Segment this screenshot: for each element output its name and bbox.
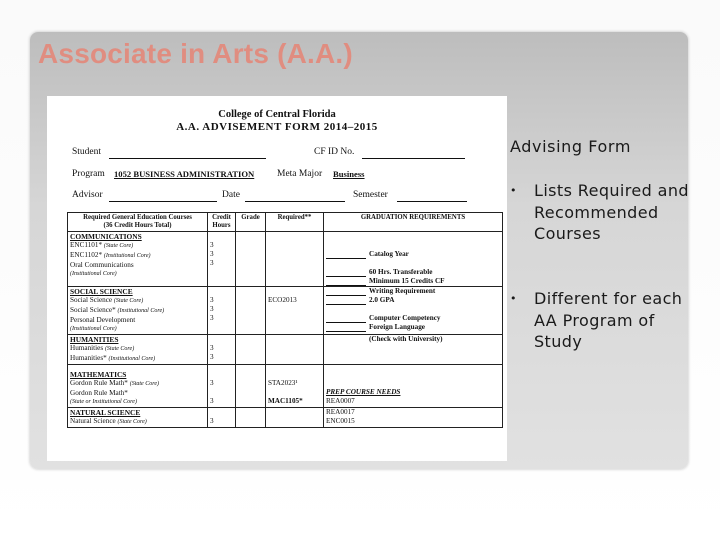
bullet-dot-icon: • [510, 184, 517, 197]
course-social-1: Social Science (State Core) [70, 296, 144, 304]
course-math-2: Gordon Rule Math* [70, 389, 128, 397]
prep-course-needs-title: PREP COURSE NEEDS [326, 388, 401, 396]
course-oral-note: (Institutional Core) [70, 271, 117, 277]
cfid-label: CF ID No. [314, 147, 355, 157]
credit-value: 3 [210, 305, 214, 313]
header-grade: Grade [236, 213, 266, 232]
required-mac1105: MAC1105* [268, 397, 303, 405]
credit-value: 3 [210, 250, 214, 258]
advisement-form-image [47, 96, 507, 461]
course-oral: Oral Communications [70, 261, 134, 269]
credit-value: 3 [210, 241, 214, 249]
meta-major-label: Meta Major [277, 169, 323, 179]
form-title: A.A. ADVISEMENT FORM 2014–2015 [176, 121, 378, 133]
section-mathematics: MATHEMATICS [70, 370, 127, 379]
course-personal-dev-note: (Institutional Core) [70, 326, 117, 332]
semester-label: Semester [353, 190, 388, 200]
student-line [109, 158, 266, 159]
required-eco2013: ECO2013 [268, 296, 297, 304]
header-required: Required** [266, 213, 324, 232]
course-enc1102: ENC1102* (Institutional Core) [70, 251, 151, 259]
form-college-name: College of Central Florida [218, 109, 336, 120]
course-humanities-2: Humanities* (Institutional Core) [70, 354, 156, 362]
credit-value: 3 [210, 353, 214, 361]
table-header-row [68, 213, 503, 232]
advising-form-heading: Advising Form [510, 137, 632, 156]
bullet-text: Different for each AA Program of Study [534, 289, 683, 351]
prep-course-1: REA0007 [326, 397, 355, 405]
bullet-dot-icon: • [510, 292, 517, 305]
date-label: Date [222, 190, 240, 200]
requirements-table [67, 212, 503, 428]
grad-catalog-year: Catalog Year [326, 250, 500, 259]
student-label: Student [72, 147, 102, 157]
slide-title: Associate in Arts (A.A.) [38, 38, 353, 69]
grad-writing: Writing Requirement [326, 287, 500, 296]
program-value: 1052 BUSINESS ADMINISTRATION [114, 169, 255, 179]
header-credit-hours: Credit Hours [208, 213, 236, 232]
advisor-line [109, 201, 217, 202]
header-graduation: GRADUATION REQUIREMENTS [324, 213, 503, 232]
grad-foreign-language: Foreign Language [326, 323, 500, 332]
course-math-2-note: (State or Institutional Core) [70, 399, 137, 405]
credit-value: 3 [210, 417, 214, 425]
header-courses: Required General Education Courses (36 Credit Hours Total) [68, 213, 208, 232]
course-social-2: Social Science* (Institutional Core) [70, 306, 165, 314]
credit-value: 3 [210, 397, 214, 405]
section-natural-science: NATURAL SCIENCE [70, 408, 141, 417]
grad-transferable: 60 Hrs. Transferable [326, 268, 500, 277]
grad-min-credits: Minimum 15 Credits CF [326, 277, 500, 286]
meta-major-value: Business [333, 169, 365, 179]
table-row [68, 232, 503, 287]
required-sta2023: STA2023¹ [268, 379, 298, 387]
course-personal-dev: Personal Development [70, 316, 136, 324]
section-social-science: SOCIAL SCIENCE [70, 287, 133, 296]
table-row [68, 335, 503, 365]
course-math-1: Gordon Rule Math* (State Core) [70, 379, 159, 387]
course-humanities-1: Humanities (State Core) [70, 344, 135, 352]
credit-value: 3 [210, 344, 214, 352]
credit-value: 3 [210, 296, 214, 304]
cfid-line [362, 158, 465, 159]
table-row [68, 365, 503, 408]
grad-computer: Computer Competency [326, 314, 500, 323]
prep-course-3: ENC0015 [326, 417, 355, 425]
table-row [68, 287, 503, 335]
prep-course-2: REA0017 [326, 408, 355, 416]
credit-value: 3 [210, 314, 214, 322]
advisor-label: Advisor [72, 190, 103, 200]
course-natural-1: Natural Science (State Core) [70, 417, 147, 425]
section-humanities: HUMANITIES [70, 335, 119, 344]
grad-check-university: (Check with University) [369, 335, 443, 343]
section-communications: COMMUNICATIONS [70, 232, 142, 241]
credit-value: 3 [210, 379, 214, 387]
semester-line [397, 201, 467, 202]
grad-gpa: 2.0 GPA [326, 296, 500, 305]
credit-value: 3 [210, 259, 214, 267]
table-row [68, 408, 503, 428]
course-enc1101: ENC1101* (State Core) [70, 241, 134, 249]
bullet-text: Lists Required and Recommended Courses [534, 181, 689, 243]
date-line [245, 201, 345, 202]
program-label: Program [72, 169, 105, 179]
